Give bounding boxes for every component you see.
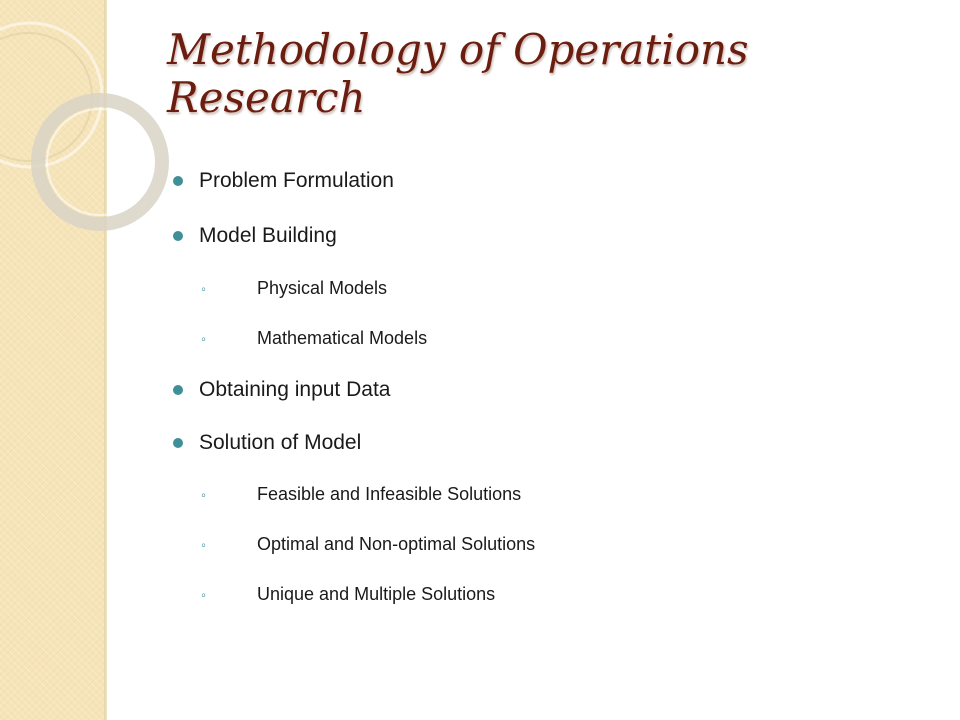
bullet-solution-of-model: Solution of Model bbox=[199, 431, 362, 454]
sub-bullet-feasible-infeasible: ◦ Feasible and Infeasible Solutions bbox=[257, 484, 521, 505]
sub-bullet-unique-multiple: ◦ Unique and Multiple Solutions bbox=[257, 584, 495, 605]
slide-title: Methodology of Operations Research bbox=[167, 25, 749, 123]
bullet-problem-formulation: Problem Formulation bbox=[199, 169, 394, 192]
bullet-obtaining-input-data: Obtaining input Data bbox=[199, 378, 391, 401]
sub-bullet-optimal-non-optimal: ◦ Optimal and Non-optimal Solutions bbox=[257, 534, 535, 555]
sub-bullet-mathematical-models: ◦ Mathematical Models bbox=[257, 328, 427, 349]
sub-bullet-physical-models: ◦ Physical Models bbox=[257, 278, 387, 299]
bullet-model-building: Model Building bbox=[199, 224, 337, 247]
